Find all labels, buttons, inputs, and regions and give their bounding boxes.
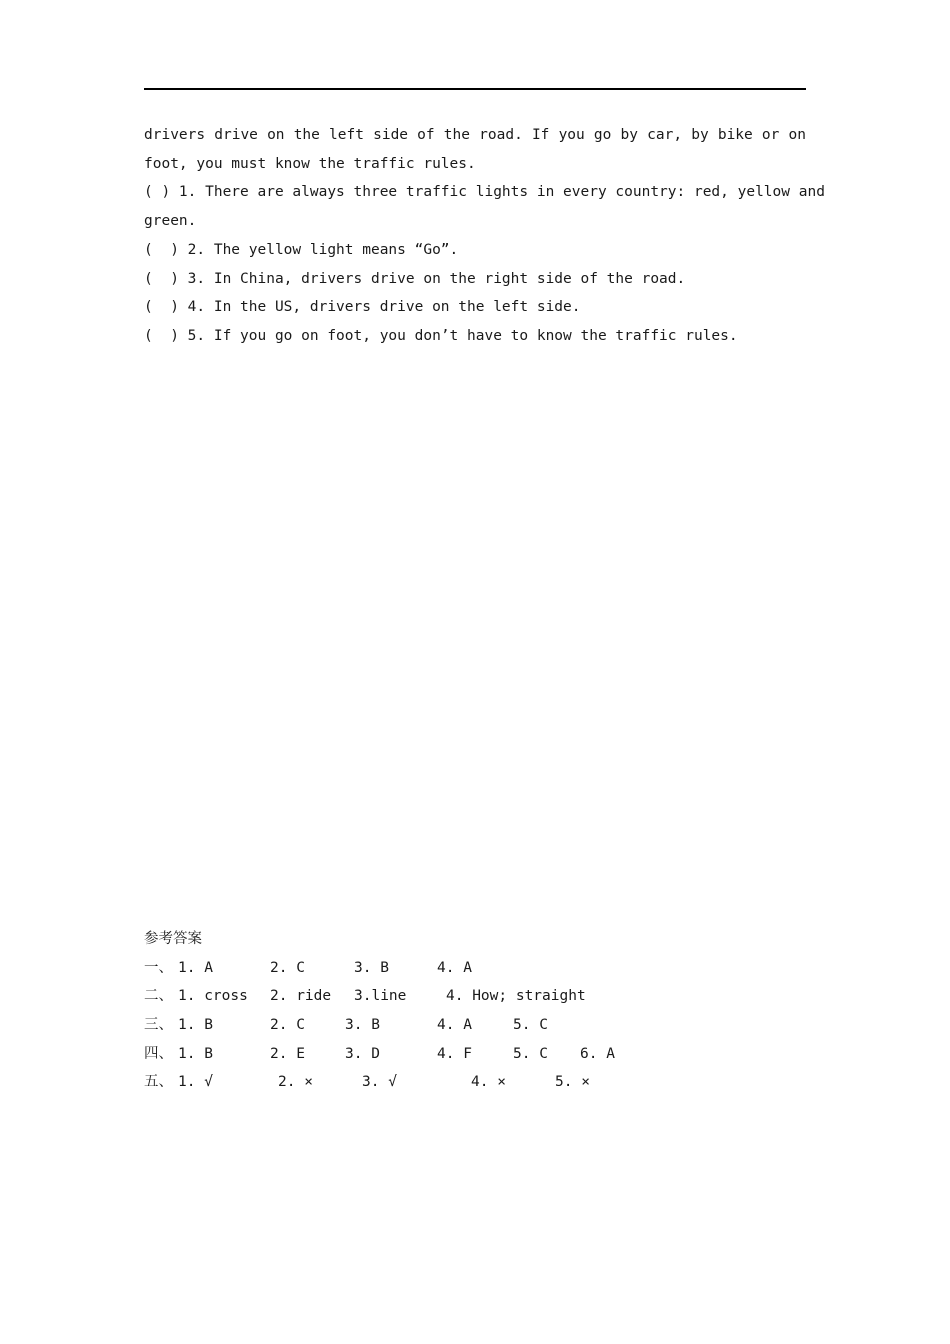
answer-item: 5. C <box>513 1017 548 1034</box>
answer-key <box>144 925 806 1097</box>
question-3: ( ) 3. In China, drivers drive on the right side of the road. <box>144 270 686 287</box>
answer-item: 1. A <box>178 959 213 976</box>
answer-row-label: 一、 <box>144 959 173 976</box>
answer-item: 6. A <box>580 1045 615 1062</box>
answer-item: 4. A <box>437 1017 472 1034</box>
question-1-continued: green. <box>144 213 197 230</box>
answer-item: 1. B <box>178 1045 213 1062</box>
answer-item: 3. D <box>345 1045 380 1062</box>
answer-item: 1. B <box>178 1017 213 1034</box>
question-4: ( ) 4. In the US, drivers drive on the left side. <box>144 299 581 316</box>
answer-item: 4. × <box>471 1074 506 1091</box>
answer-item: 2. C <box>270 1017 305 1034</box>
answer-row-label: 五、 <box>144 1074 173 1091</box>
answer-item: 5. × <box>555 1074 590 1091</box>
answer-item: 2. ride <box>270 988 332 1005</box>
answer-item: 5. C <box>513 1045 548 1062</box>
answer-item: 1. √ <box>178 1074 213 1091</box>
answer-item: 2. C <box>270 959 305 976</box>
answer-item: 3. B <box>345 1017 380 1034</box>
answer-item: 2. × <box>278 1074 313 1091</box>
question-2: ( ) 2. The yellow light means “Go”. <box>144 241 459 258</box>
question-1: ( ) 1. There are always three traffic lights in every country: red, yellow and <box>144 184 825 201</box>
passage-line: drivers drive on the left side of the road. If you go by car, by bike or on <box>144 127 806 143</box>
answer-row-3 <box>144 1011 806 1040</box>
answer-row-5 <box>144 1068 806 1097</box>
answer-row-4 <box>144 1040 806 1069</box>
passage-line: foot, you must know the traffic rules. <box>144 155 476 172</box>
answer-row-2 <box>144 982 806 1011</box>
answer-row-label: 二、 <box>144 988 173 1005</box>
answer-item: 2. E <box>270 1045 305 1062</box>
answer-key-title: 参考答案 <box>144 931 202 947</box>
answer-item: 4. How; straight <box>446 988 586 1005</box>
answer-item: 3. √ <box>362 1074 397 1091</box>
answer-item: 1. cross <box>178 988 248 1005</box>
answer-row-label: 三、 <box>144 1017 173 1034</box>
answer-item: 4. A <box>437 959 472 976</box>
answer-row-1 <box>144 954 806 983</box>
answer-item: 3.line <box>354 988 407 1005</box>
reading-passage <box>144 121 825 351</box>
header-rule <box>144 88 806 90</box>
question-5: ( ) 5. If you go on foot, you don’t have to know the traffic rules. <box>144 327 738 344</box>
answer-item: 3. B <box>354 959 389 976</box>
answer-item: 4. F <box>437 1045 472 1062</box>
answer-row-label: 四、 <box>144 1045 173 1062</box>
